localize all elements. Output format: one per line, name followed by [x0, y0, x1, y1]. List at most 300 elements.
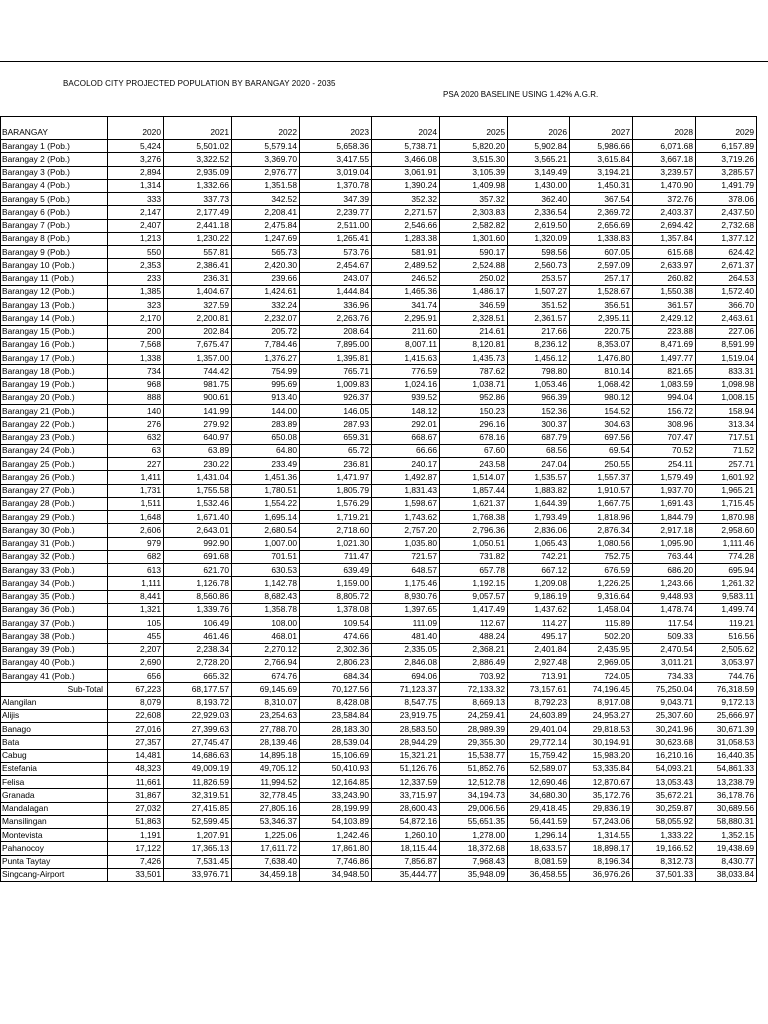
population-value-cell: 313.34	[696, 418, 757, 431]
column-header-year: 2025	[440, 117, 508, 140]
population-value-cell: 156.72	[633, 405, 696, 418]
population-value-cell: 205.72	[232, 325, 300, 338]
population-value-cell: 8,007.11	[372, 338, 440, 351]
population-value-cell: 36,976.26	[570, 868, 633, 881]
population-value-cell: 17,611.72	[232, 842, 300, 855]
table-row	[1, 193, 757, 206]
population-value-cell: 1,532.46	[164, 497, 232, 510]
population-value-cell: 28,539.04	[300, 736, 372, 749]
table-row	[1, 405, 757, 418]
population-value-cell: 27,788.70	[232, 723, 300, 736]
population-value-cell: 9,057.57	[440, 590, 508, 603]
population-value-cell: 25,307.60	[633, 709, 696, 722]
population-value-cell: 1,910.57	[570, 484, 633, 497]
population-value-cell: 1,226.25	[570, 577, 633, 590]
table-row	[1, 391, 757, 404]
population-value-cell: 32,778.45	[232, 789, 300, 802]
population-value-cell: 2,239.77	[300, 206, 372, 219]
barangay-name-cell: Barangay 16 (Pob.)	[1, 338, 108, 351]
population-value-cell: 23,254.63	[232, 709, 300, 722]
population-value-cell: 8,560.86	[164, 590, 232, 603]
population-value-cell: 15,983.20	[570, 749, 633, 762]
population-value-cell: 367.54	[570, 193, 633, 206]
table-row	[1, 338, 757, 351]
population-value-cell: 2,177.49	[164, 206, 232, 219]
population-value-cell: 378.06	[696, 193, 757, 206]
population-value-cell: 1,450.31	[570, 179, 633, 192]
table-row	[1, 683, 757, 696]
barangay-name-cell: Barangay 31 (Pob.)	[1, 537, 108, 550]
population-value-cell: 1,352.15	[696, 829, 757, 842]
population-value-cell: 28,989.39	[440, 723, 508, 736]
population-value-cell: 154.52	[570, 405, 633, 418]
table-row	[1, 855, 757, 868]
population-value-cell: 939.52	[372, 391, 440, 404]
population-value-cell: 8,193.72	[164, 696, 232, 709]
table-row	[1, 140, 757, 153]
population-value-cell: 966.39	[508, 391, 570, 404]
population-value-cell: 22,929.03	[164, 709, 232, 722]
population-value-cell: 488.24	[440, 630, 508, 643]
population-value-cell: 15,106.69	[300, 749, 372, 762]
population-value-cell: 810.14	[570, 365, 633, 378]
population-value-cell: 2,886.49	[440, 656, 508, 669]
barangay-name-cell: Barangay 23 (Pob.)	[1, 431, 108, 444]
table-row	[1, 166, 757, 179]
population-value-cell: 35,672.21	[633, 789, 696, 802]
population-value-cell: 1,519.04	[696, 352, 757, 365]
population-value-cell: 119.21	[696, 617, 757, 630]
population-value-cell: 734	[108, 365, 164, 378]
population-value-cell: 1,755.58	[164, 484, 232, 497]
population-value-cell: 12,512.78	[440, 776, 508, 789]
population-value-cell: 2,597.09	[570, 259, 633, 272]
population-value-cell: 1,492.87	[372, 471, 440, 484]
population-value-cell: 774.28	[696, 550, 757, 563]
top-border-line	[0, 61, 768, 62]
population-value-cell: 1,471.97	[300, 471, 372, 484]
population-value-cell: 2,582.82	[440, 219, 508, 232]
population-value-cell: 18,633.57	[508, 842, 570, 855]
table-row	[1, 219, 757, 232]
population-value-cell: 7,426	[108, 855, 164, 868]
population-value-cell: 2,302.36	[300, 643, 372, 656]
population-value-cell: 65.72	[300, 444, 372, 457]
population-value-cell: 1,793.49	[508, 511, 570, 524]
population-value-cell: 264.53	[696, 272, 757, 285]
column-header-year: 2027	[570, 117, 633, 140]
population-value-cell: 2,671.37	[696, 259, 757, 272]
column-header-year: 2024	[372, 117, 440, 140]
population-value-cell: 202.84	[164, 325, 232, 338]
population-value-cell: 2,232.07	[232, 312, 300, 325]
column-header-year: 2023	[300, 117, 372, 140]
population-value-cell: 12,337.59	[372, 776, 440, 789]
population-value-cell: 7,784.46	[232, 338, 300, 351]
population-value-cell: 1,296.14	[508, 829, 570, 842]
population-value-cell: 2,846.08	[372, 656, 440, 669]
population-value-cell: 7,856.87	[372, 855, 440, 868]
population-value-cell: 2,463.61	[696, 312, 757, 325]
population-value-cell: 233.49	[232, 458, 300, 471]
population-value-cell: 565.73	[232, 246, 300, 259]
population-value-cell: 230.22	[164, 458, 232, 471]
population-value-cell: 7,895.00	[300, 338, 372, 351]
barangay-name-cell: Barangay 17 (Pob.)	[1, 352, 108, 365]
population-value-cell: 1,444.84	[300, 285, 372, 298]
population-value-cell: 1,339.76	[164, 603, 232, 616]
population-value-cell: 1,514.07	[440, 471, 508, 484]
population-value-cell: 27,399.63	[164, 723, 232, 736]
population-value-cell: 337.73	[164, 193, 232, 206]
table-row	[1, 723, 757, 736]
population-value-cell: 13,238.79	[696, 776, 757, 789]
barangay-name-cell: Barangay 3 (Pob.)	[1, 166, 108, 179]
table-row	[1, 365, 757, 378]
population-value-cell: 1,768.38	[440, 511, 508, 524]
barangay-name-cell: Pahanocoy	[1, 842, 108, 855]
population-value-cell: 3,276	[108, 153, 164, 166]
population-value-cell: 2,718.60	[300, 524, 372, 537]
population-value-cell: 744.76	[696, 670, 757, 683]
population-value-cell: 48,323	[108, 762, 164, 775]
population-value-cell: 5,902.84	[508, 140, 570, 153]
table-row	[1, 550, 757, 563]
population-value-cell: 573.76	[300, 246, 372, 259]
population-value-cell: 35,948.09	[440, 868, 508, 881]
population-value-cell: 734.33	[633, 670, 696, 683]
population-value-cell: 150.23	[440, 405, 508, 418]
population-value-cell: 1,743.62	[372, 511, 440, 524]
population-value-cell: 2,633.97	[633, 259, 696, 272]
table-row	[1, 418, 757, 431]
population-value-cell: 6,071.68	[633, 140, 696, 153]
population-value-cell: 15,538.77	[440, 749, 508, 762]
population-value-cell: 2,511.00	[300, 219, 372, 232]
population-value-cell: 8,428.08	[300, 696, 372, 709]
population-value-cell: 112.67	[440, 617, 508, 630]
population-value-cell: 323	[108, 299, 164, 312]
population-value-cell: 1,007.00	[232, 537, 300, 550]
population-value-cell: 217.66	[508, 325, 570, 338]
population-value-cell: 49,009.19	[164, 762, 232, 775]
population-value-cell: 208.64	[300, 325, 372, 338]
table-row	[1, 670, 757, 683]
population-value-cell: 34,680.30	[508, 789, 570, 802]
population-value-cell: 1,314.55	[570, 829, 633, 842]
population-value-cell: 2,386.41	[164, 259, 232, 272]
population-value-cell: 2,328.51	[440, 312, 508, 325]
population-value-cell: 250.02	[440, 272, 508, 285]
population-value-cell: 58,055.92	[633, 815, 696, 828]
population-value-cell: 1,671.40	[164, 511, 232, 524]
population-value-cell: 5,424	[108, 140, 164, 153]
population-value-cell: 1,008.15	[696, 391, 757, 404]
population-value-cell: 34,948.50	[300, 868, 372, 881]
population-value-cell: 300.37	[508, 418, 570, 431]
population-value-cell: 656	[108, 670, 164, 683]
table-row	[1, 285, 757, 298]
population-value-cell: 2,470.54	[633, 643, 696, 656]
population-value-cell: 3,667.18	[633, 153, 696, 166]
population-value-cell: 2,694.42	[633, 219, 696, 232]
population-value-cell: 2,475.84	[232, 219, 300, 232]
population-value-cell: 590.17	[440, 246, 508, 259]
barangay-name-cell: Barangay 11 (Pob.)	[1, 272, 108, 285]
barangay-name-cell: Barangay 38 (Pob.)	[1, 630, 108, 643]
population-value-cell: 694.06	[372, 670, 440, 683]
population-value-cell: 509.33	[633, 630, 696, 643]
population-value-cell: 1,385	[108, 285, 164, 298]
population-value-cell: 31,867	[108, 789, 164, 802]
population-value-cell: 1,691.43	[633, 497, 696, 510]
column-header-year: 2028	[633, 117, 696, 140]
population-value-cell: 12,690.46	[508, 776, 570, 789]
population-value-cell: 7,968.43	[440, 855, 508, 868]
population-value-cell: 657.78	[440, 564, 508, 577]
population-value-cell: 1,035.80	[372, 537, 440, 550]
table-row	[1, 829, 757, 842]
table-row	[1, 630, 757, 643]
population-value-cell: 333	[108, 193, 164, 206]
population-value-cell: 243.07	[300, 272, 372, 285]
population-value-cell: 220.75	[570, 325, 633, 338]
population-value-cell: 468.01	[232, 630, 300, 643]
population-value-cell: 1,621.37	[440, 497, 508, 510]
population-value-cell: 668.67	[372, 431, 440, 444]
population-value-cell: 11,661	[108, 776, 164, 789]
barangay-name-cell: Mansilingan	[1, 815, 108, 828]
population-value-cell: 461.46	[164, 630, 232, 643]
population-value-cell: 17,861.80	[300, 842, 372, 855]
population-value-cell: 67.60	[440, 444, 508, 457]
population-value-cell: 581.91	[372, 246, 440, 259]
population-value-cell: 678.16	[440, 431, 508, 444]
barangay-name-cell: Barangay 25 (Pob.)	[1, 458, 108, 471]
barangay-name-cell: Alangilan	[1, 696, 108, 709]
population-value-cell: 968	[108, 378, 164, 391]
population-value-cell: 36,458.55	[508, 868, 570, 881]
population-value-cell: 687.79	[508, 431, 570, 444]
population-value-cell: 57,243.06	[570, 815, 633, 828]
population-value-cell: 1,053.46	[508, 378, 570, 391]
population-value-cell: 926.37	[300, 391, 372, 404]
column-header-year: 2029	[696, 117, 757, 140]
population-value-cell: 30,671.39	[696, 723, 757, 736]
population-value-cell: 351.52	[508, 299, 570, 312]
population-value-cell: 1,965.21	[696, 484, 757, 497]
population-value-cell: 1,126.78	[164, 577, 232, 590]
population-value-cell: 1,068.42	[570, 378, 633, 391]
barangay-name-cell: Barangay 14 (Pob.)	[1, 312, 108, 325]
population-value-cell: 55,651.35	[440, 815, 508, 828]
population-value-cell: 2,560.73	[508, 259, 570, 272]
population-value-cell: 1,230.22	[164, 232, 232, 245]
population-value-cell: 1,557.37	[570, 471, 633, 484]
population-value-cell: 76,318.59	[696, 683, 757, 696]
population-value-cell: 2,969.05	[570, 656, 633, 669]
population-value-cell: 28,183.30	[300, 723, 372, 736]
population-value-cell: 327.59	[164, 299, 232, 312]
population-value-cell: 787.62	[440, 365, 508, 378]
barangay-name-cell: Barangay 1 (Pob.)	[1, 140, 108, 153]
population-value-cell: 1,511	[108, 497, 164, 510]
population-value-cell: 8,310.07	[232, 696, 300, 709]
population-value-cell: 2,606	[108, 524, 164, 537]
population-value-cell: 3,011.21	[633, 656, 696, 669]
population-value-cell: 214.61	[440, 325, 508, 338]
population-value-cell: 1,050.51	[440, 537, 508, 550]
population-value-cell: 15,321.21	[372, 749, 440, 762]
population-value-cell: 9,583.11	[696, 590, 757, 603]
barangay-name-cell: Montevista	[1, 829, 108, 842]
population-value-cell: 481.40	[372, 630, 440, 643]
population-value-cell: 54,872.16	[372, 815, 440, 828]
table-row	[1, 564, 757, 577]
population-value-cell: 254.11	[633, 458, 696, 471]
population-value-cell: 2,489.52	[372, 259, 440, 272]
population-value-cell: 1,870.98	[696, 511, 757, 524]
table-row	[1, 696, 757, 709]
population-value-cell: 1,095.90	[633, 537, 696, 550]
population-value-cell: 2,935.09	[164, 166, 232, 179]
population-value-cell: 667.12	[508, 564, 570, 577]
population-value-cell: 624.42	[696, 246, 757, 259]
population-value-cell: 1,142.78	[232, 577, 300, 590]
population-value-cell: 1,038.71	[440, 378, 508, 391]
table-body	[1, 140, 757, 882]
population-value-cell: 18,115.44	[372, 842, 440, 855]
population-value-cell: 8,196.34	[570, 855, 633, 868]
population-value-cell: 14,686.63	[164, 749, 232, 762]
population-value-cell: 227	[108, 458, 164, 471]
population-value-cell: 24,259.41	[440, 709, 508, 722]
population-value-cell: 8,669.13	[440, 696, 508, 709]
barangay-name-cell: Punta Taytay	[1, 855, 108, 868]
table-row	[1, 246, 757, 259]
population-value-cell: 1,435.73	[440, 352, 508, 365]
population-value-cell: 33,976.71	[164, 868, 232, 881]
population-value-cell: 5,738.71	[372, 140, 440, 153]
table-row	[1, 484, 757, 497]
population-value-cell: 7,568	[108, 338, 164, 351]
population-value-cell: 1,247.69	[232, 232, 300, 245]
population-value-cell: 9,316.64	[570, 590, 633, 603]
population-value-cell: 5,658.36	[300, 140, 372, 153]
population-value-cell: 109.54	[300, 617, 372, 630]
barangay-name-cell: Barangay 4 (Pob.)	[1, 179, 108, 192]
population-value-cell: 28,944.29	[372, 736, 440, 749]
population-value-cell: 69.54	[570, 444, 633, 457]
population-value-cell: 1,507.27	[508, 285, 570, 298]
population-value-cell: 7,531.45	[164, 855, 232, 868]
population-value-cell: 8,430.77	[696, 855, 757, 868]
population-value-cell: 1,083.59	[633, 378, 696, 391]
population-value-cell: 144.00	[232, 405, 300, 418]
population-value-cell: 2,395.11	[570, 312, 633, 325]
population-value-cell: 1,378.08	[300, 603, 372, 616]
population-value-cell: 3,369.70	[232, 153, 300, 166]
population-value-cell: 29,401.04	[508, 723, 570, 736]
population-value-cell: 19,166.52	[633, 842, 696, 855]
population-value-cell: 246.52	[372, 272, 440, 285]
population-value-cell: 292.01	[372, 418, 440, 431]
table-row	[1, 524, 757, 537]
population-value-cell: 9,186.19	[508, 590, 570, 603]
barangay-name-cell: Barangay 2 (Pob.)	[1, 153, 108, 166]
population-value-cell: 1,491.79	[696, 179, 757, 192]
population-value-cell: 776.59	[372, 365, 440, 378]
table-row	[1, 590, 757, 603]
population-value-cell: 7,746.86	[300, 855, 372, 868]
population-value-cell: 27,805.16	[232, 802, 300, 815]
population-value-cell: 2,766.94	[232, 656, 300, 669]
population-value-cell: 24,603.89	[508, 709, 570, 722]
population-value-cell: 23,919.75	[372, 709, 440, 722]
population-value-cell: 3,719.26	[696, 153, 757, 166]
population-value-cell: 2,656.69	[570, 219, 633, 232]
population-value-cell: 56,441.59	[508, 815, 570, 828]
population-value-cell: 8,441	[108, 590, 164, 603]
barangay-name-cell: Singcang-Airport	[1, 868, 108, 881]
population-value-cell: 304.63	[570, 418, 633, 431]
population-value-cell: 676.59	[570, 564, 633, 577]
population-value-cell: 33,243.90	[300, 789, 372, 802]
population-value-cell: 2,403.37	[633, 206, 696, 219]
population-value-cell: 54,861.33	[696, 762, 757, 775]
table-row	[1, 497, 757, 510]
table-row	[1, 537, 757, 550]
population-value-cell: 64.80	[232, 444, 300, 457]
population-value-cell: 117.54	[633, 617, 696, 630]
population-value-cell: 979	[108, 537, 164, 550]
population-value-cell: 2,361.57	[508, 312, 570, 325]
barangay-name-cell: Bata	[1, 736, 108, 749]
population-value-cell: 8,682.43	[232, 590, 300, 603]
population-value-cell: 211.60	[372, 325, 440, 338]
population-value-cell: 33,501	[108, 868, 164, 881]
table-row	[1, 471, 757, 484]
population-value-cell: 2,303.83	[440, 206, 508, 219]
barangay-name-cell: Barangay 33 (Pob.)	[1, 564, 108, 577]
population-value-cell: 1,192.15	[440, 577, 508, 590]
population-value-cell: 2,170	[108, 312, 164, 325]
population-value-cell: 697.56	[570, 431, 633, 444]
population-value-cell: 30,259.87	[633, 802, 696, 815]
population-value-cell: 2,958.60	[696, 524, 757, 537]
population-value-cell: 9,448.93	[633, 590, 696, 603]
table-row	[1, 643, 757, 656]
population-value-cell: 13,053.43	[633, 776, 696, 789]
population-value-cell: 1,111	[108, 577, 164, 590]
population-value-cell: 1,395.81	[300, 352, 372, 365]
population-value-cell: 1,451.36	[232, 471, 300, 484]
population-value-cell: 1,377.12	[696, 232, 757, 245]
population-value-cell: 28,600.43	[372, 802, 440, 815]
table-row	[1, 378, 757, 391]
population-value-cell: 200	[108, 325, 164, 338]
population-value-cell: 2,238.34	[164, 643, 232, 656]
population-value-cell: 3,565.21	[508, 153, 570, 166]
population-value-cell: 35,444.77	[372, 868, 440, 881]
barangay-name-cell: Barangay 19 (Pob.)	[1, 378, 108, 391]
population-value-cell: 2,643.01	[164, 524, 232, 537]
population-value-cell: 8,312.73	[633, 855, 696, 868]
population-value-cell: 52,599.45	[164, 815, 232, 828]
population-value-cell: 34,194.73	[440, 789, 508, 802]
population-value-cell: 28,583.50	[372, 723, 440, 736]
population-value-cell: 1,667.75	[570, 497, 633, 510]
